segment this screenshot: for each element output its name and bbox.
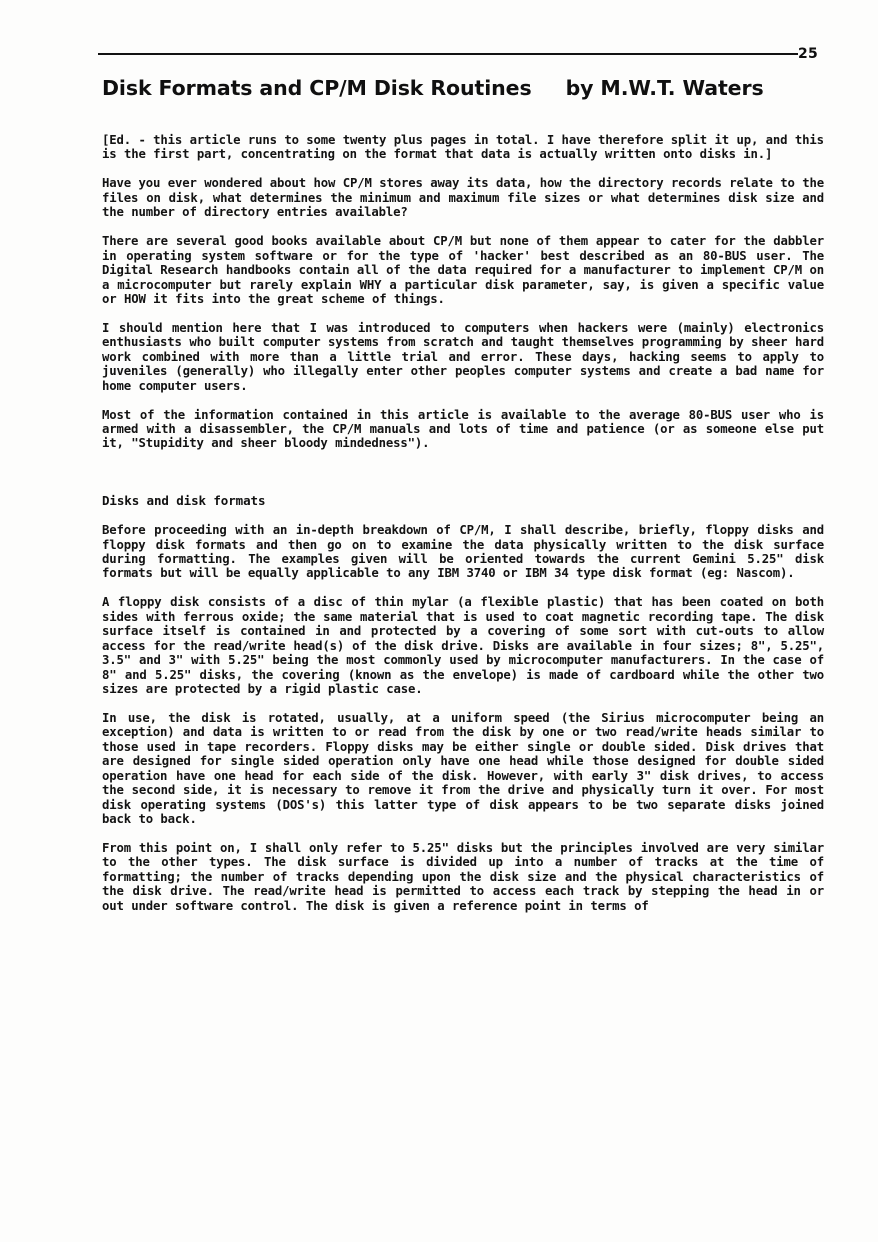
- paragraph-several-good-books: There are several good books available about CP/M but none of them appear to cater for the dabbler in operating system software or for the type of 'hacker' best described as an 80-BUS user. The Digital Research handbooks contain all of the data required for a manufacturer to implement CP/M on a microcomputer but rarely explain WHY a particular disk parameter, say, is given a specific value or HOW it fits into the great scheme of things.: [102, 234, 824, 306]
- article-byline: by M.W.T. Waters: [565, 76, 764, 100]
- page-header: [0, 46, 878, 68]
- article-title-row: [102, 76, 832, 100]
- paragraph-floppy-disk-consists: A floppy disk consists of a disc of thin mylar (a flexible plastic) that has been coated on both sides with ferrous oxide; the same material that is used to coat magnetic recording tape. The disk surface itself is contained in and protected by a covering of some sort with cut-outs to allow access for the read/write head(s) of the disk drive. Disks are available in four sizes; 8", 5.25", 3.5" and 3" with 5.25" being the most commonly used by microcomputer manufacturers. In the case of 8" and 5.25" disks, the covering (known as the envelope) is made of cardboard while the other two sizes are protected by a rigid plastic case.: [102, 595, 824, 697]
- paragraph-most-information: Most of the information contained in this article is available to the average 80-BUS user who is armed with a disassembler, the CP/M manuals and lots of time and patience (or as someone else put it, "Stupidity and sheer bloody mindedness").: [102, 407, 824, 451]
- paragraph-from-this-point: From this point on, I shall only refer to 5.25" disks but the principles involved are very similar to the other types. The disk surface is divided up into a number of tracks at the time of formatting; the number of tracks depending upon the disk size and the physical characteristics of the disk drive. The read/write head is permitted to access each track by stepping the head in or out under software control. The disk is given a reference point in terms of: [102, 841, 824, 913]
- paragraph-editors-note: [Ed. - this article runs to some twenty plus pages in total. I have therefore split it up, and this is the first part, concentrating on the format that data is actually written onto disks in.]: [102, 133, 824, 162]
- section-spacer: [102, 465, 824, 479]
- header-rule-divider: [98, 53, 798, 55]
- paragraph-before-proceeding: Before proceeding with an in-depth breakdown of CP/M, I shall describe, briefly, floppy disks and floppy disk formats and then go on to examine the data physically written to the disk surface during formatting. The examples given will be oriented towards the current Gemini 5.25" disk formats but will be equally applicable to any IBM 3740 or IBM 34 type disk format (eg: Nascom).: [102, 523, 824, 581]
- paragraph-in-use-the-disk: In use, the disk is rotated, usually, at a uniform speed (the Sirius microcomputer being an exception) and data is written to or read from the disk by one or two read/write heads similar to those used in tape recorders. Floppy disks may be either single or double sided. Disk drives that are designed for single sided operation only have one head while those designed for double sided operation have one head for each side of the disk. However, with early 3" disk drives, to access the second side, it is necessary to remove it from the drive and physically turn it over. For most disk operating systems (DOS's) this latter type of disk appears to be two separate disks joined back to back.: [102, 710, 824, 827]
- page-title: Disk Formats and CP/M Disk Routines: [102, 76, 532, 100]
- paragraph-have-you-ever: Have you ever wondered about how CP/M stores away its data, how the directory records relate to the files on disk, what determines the minimum and maximum file sizes or what determines disk size and the number of directory entries available?: [102, 176, 824, 220]
- section-heading-disks-and-disk-formats: Disks and disk formats: [102, 493, 266, 509]
- paragraph-should-mention: I should mention here that I was introduced to computers when hackers were (mainly) electronics enthusiasts who built computer systems from scratch and taught themselves programming by sheer hard work combined with more than a little trial and error. These days, hacking seems to apply to juveniles (generally) who illegally enter other peoples computer systems and create a bad name for home computer users.: [102, 320, 824, 393]
- page-number: 25: [798, 46, 818, 62]
- article-body: [102, 133, 824, 928]
